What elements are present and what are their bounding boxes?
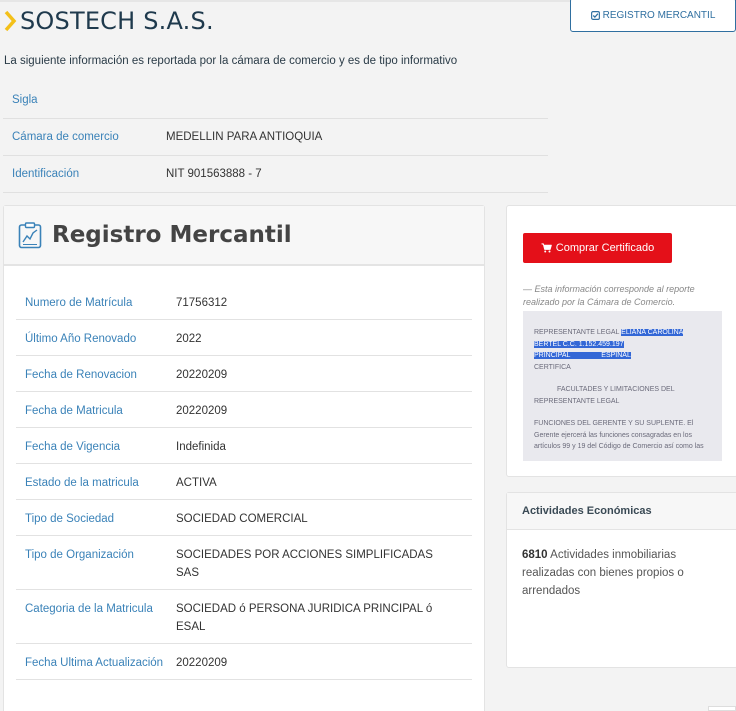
row-value: 71756312 xyxy=(176,297,228,309)
row-label: Estado de la matricula xyxy=(25,477,139,489)
row-label: Categoria de la Matricula xyxy=(25,603,153,615)
info-label: Sigla xyxy=(12,94,38,106)
comprar-certificado-button[interactable] xyxy=(523,233,672,263)
doc-highlight: PRINCIPAL ESPINAL xyxy=(534,352,631,359)
intro-text: La siguiente información es reportada por la cámara de comercio y es de tipo informativo xyxy=(4,55,458,67)
shopping-cart-icon xyxy=(541,243,552,253)
registro-card-header xyxy=(4,206,484,266)
row-label: Tipo de Organización xyxy=(25,549,134,561)
corner-widget xyxy=(708,706,736,711)
table-row xyxy=(16,428,472,464)
doc-highlight: BERTEL C.C. 1.152.459.197 xyxy=(534,340,624,348)
row-value: SOCIEDADES POR ACCIONES SIMPLIFICADAS SAS xyxy=(176,549,433,579)
actividad-description: Actividades inmobiliarias realizadas con bienes propios o arrendados xyxy=(522,549,684,597)
certificado-note: — Esta información corresponde al reporte realizado por la Cámara de Comercio. xyxy=(523,284,695,307)
doc-text: FACULTADES Y LIMITACIONES DEL REPRESENTANTE LEGAL xyxy=(534,386,675,405)
actividades-title: Actividades Económicas xyxy=(507,493,736,530)
table-row xyxy=(16,500,472,536)
info-value: MEDELLIN PARA ANTIOQUIA xyxy=(166,131,323,143)
row-label: Fecha de Vigencia xyxy=(25,441,121,453)
registro-table xyxy=(16,284,472,680)
actividad-item xyxy=(507,530,736,600)
certificado-card xyxy=(506,205,736,477)
company-header xyxy=(3,7,214,35)
table-row xyxy=(16,464,472,500)
table-row xyxy=(16,644,472,680)
row-label: Último Año Renovado xyxy=(25,333,137,345)
company-name: SOSTECH S.A.S. xyxy=(20,7,214,35)
row-value: SOCIEDAD ó PERSONA JURIDICA PRINCIPAL ó ESAL xyxy=(176,603,433,633)
row-value: 20220209 xyxy=(176,657,228,669)
company-info-table xyxy=(3,82,548,193)
table-row xyxy=(16,284,472,320)
row-label: Fecha de Matricula xyxy=(25,405,123,417)
registro-card-title: Registro Mercantil xyxy=(52,222,292,248)
doc-text: FUNCIONES DEL GERENTE Y SU SUPLENTE. El Gerente ejercerá las funciones consagradas en los artículos 99 y 19 del Código de Comercio así como las xyxy=(534,420,704,450)
row-label: Fecha Ultima Actualización xyxy=(25,657,164,669)
table-row xyxy=(16,536,472,590)
actividad-code: 6810 xyxy=(522,549,548,561)
chevron-right-icon xyxy=(3,8,17,34)
registro-button-label: REGISTRO MERCANTIL xyxy=(602,9,716,21)
doc-text: CERTIFICA xyxy=(534,363,571,371)
doc-highlight: ELIANA CAROLINA xyxy=(621,329,684,336)
info-label: Identificación xyxy=(12,168,80,180)
info-value: NIT 901563888 - 7 xyxy=(166,168,262,180)
certificado-document-preview xyxy=(523,311,722,461)
table-row xyxy=(16,590,472,644)
row-label: Tipo de Sociedad xyxy=(25,513,115,525)
row-value: SOCIEDAD COMERCIAL xyxy=(176,513,308,525)
row-value: 2022 xyxy=(176,333,202,345)
clipboard-chart-icon xyxy=(18,222,42,249)
table-row xyxy=(16,320,472,356)
doc-text: REPRESENTANTE LEGAL xyxy=(534,329,620,336)
check-square-icon xyxy=(591,11,600,20)
row-value: 20220209 xyxy=(176,369,228,381)
info-row-camara xyxy=(3,119,548,156)
table-row xyxy=(16,356,472,392)
info-row-identificacion xyxy=(3,156,548,193)
row-value: 20220209 xyxy=(176,405,228,417)
table-row xyxy=(16,392,472,428)
registro-mercantil-button[interactable] xyxy=(570,0,736,32)
row-label: Fecha de Renovacion xyxy=(25,369,137,381)
row-label: Numero de Matrícula xyxy=(25,297,133,309)
actividades-card xyxy=(506,492,736,668)
info-label: Cámara de comercio xyxy=(12,131,119,143)
registro-mercantil-card xyxy=(3,205,485,711)
row-value: ACTIVA xyxy=(176,477,217,489)
info-row-sigla xyxy=(3,82,548,119)
row-value: Indefinida xyxy=(176,441,226,453)
comprar-button-label: Comprar Certificado xyxy=(555,242,655,254)
